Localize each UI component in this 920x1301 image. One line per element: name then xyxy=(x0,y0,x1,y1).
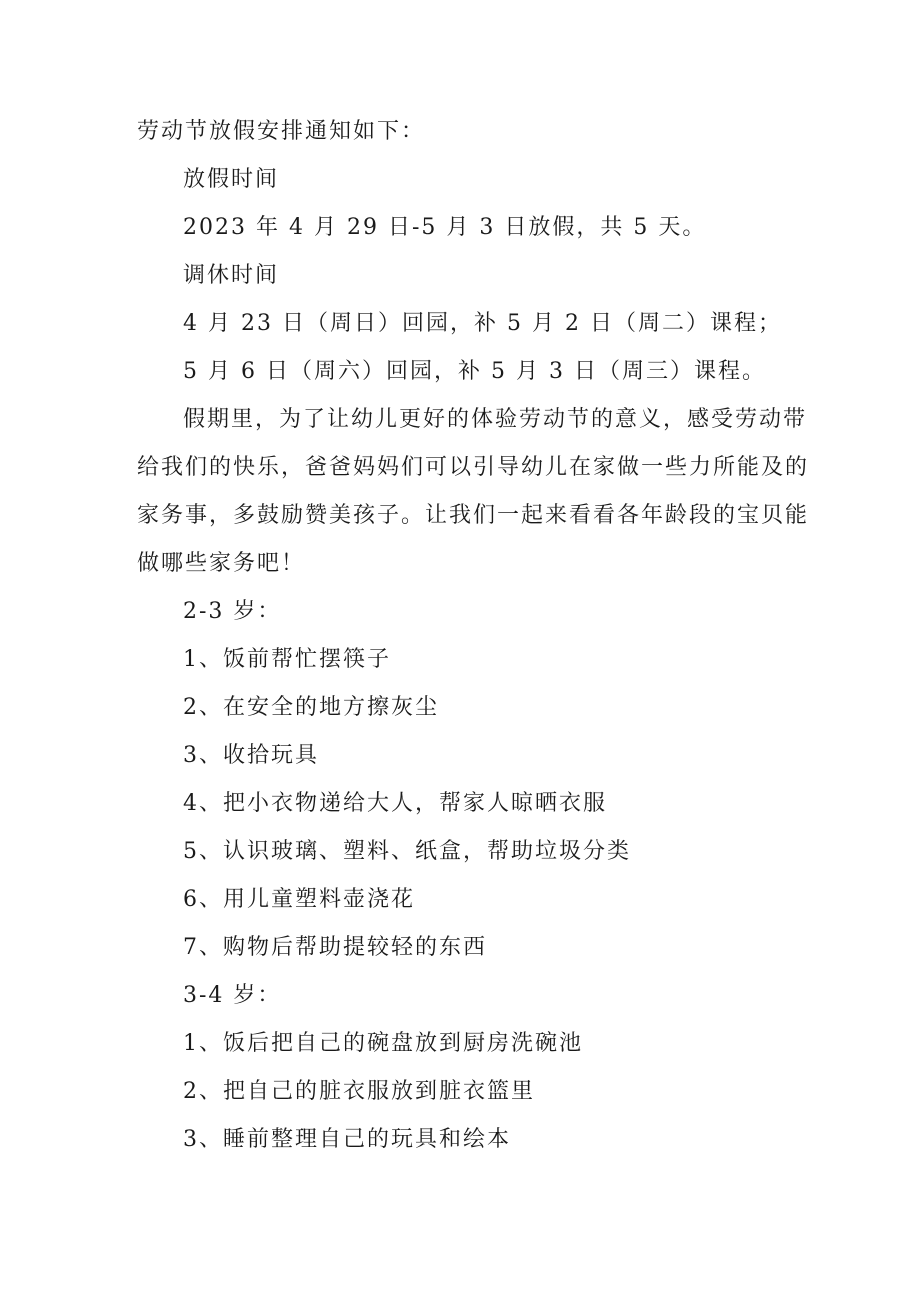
activity-paragraph xyxy=(137,396,810,588)
list-item: 1、饭后把自己的碗盘放到厨房洗碗池 xyxy=(183,1031,583,1056)
age-group-heading: 2-3 岁： xyxy=(183,599,282,624)
list-item: 2、在安全的地方擦灰尘 xyxy=(183,695,439,720)
paragraph-line: 家务事，多鼓励赞美孩子。让我们一起来看看各年龄段的宝贝能 xyxy=(137,503,810,528)
intro-line: 劳动节放假安排通知如下： xyxy=(137,119,426,144)
paragraph-line: 做哪些家务吧！ xyxy=(137,551,306,576)
holiday-text: 2023 年 4 月 29 日-5 月 3 日放假，共 5 天。 xyxy=(183,215,707,240)
list-item: 6、用儿童塑料壶浇花 xyxy=(183,887,415,912)
adjust-line: 4 月 23 日（周日）回园，补 5 月 2 日（周二）课程； xyxy=(183,311,782,336)
list-item: 4、把小衣物递给大人，帮家人晾晒衣服 xyxy=(183,791,607,816)
age-group-heading: 3-4 岁： xyxy=(183,983,282,1008)
document-body xyxy=(137,108,810,1164)
paragraph-line: 给我们的快乐，爸爸妈妈们可以引导幼儿在家做一些力所能及的 xyxy=(137,455,810,480)
list-item: 3、睡前整理自己的玩具和绘本 xyxy=(183,1127,511,1152)
list-item: 2、把自己的脏衣服放到脏衣篮里 xyxy=(183,1079,535,1104)
list-item: 3、收拾玩具 xyxy=(183,743,319,768)
paragraph-line: 假期里，为了让幼儿更好的体验劳动节的意义，感受劳动带 xyxy=(183,407,808,432)
adjust-line: 5 月 6 日（周六）回园，补 5 月 3 日（周三）课程。 xyxy=(183,359,766,384)
list-item: 1、饭前帮忙摆筷子 xyxy=(183,647,391,672)
list-item: 7、购物后帮助提较轻的东西 xyxy=(183,935,487,960)
list-item: 5、认识玻璃、塑料、纸盒，帮助垃圾分类 xyxy=(183,839,631,864)
holiday-heading: 放假时间 xyxy=(183,167,280,192)
adjust-heading: 调休时间 xyxy=(183,263,280,288)
